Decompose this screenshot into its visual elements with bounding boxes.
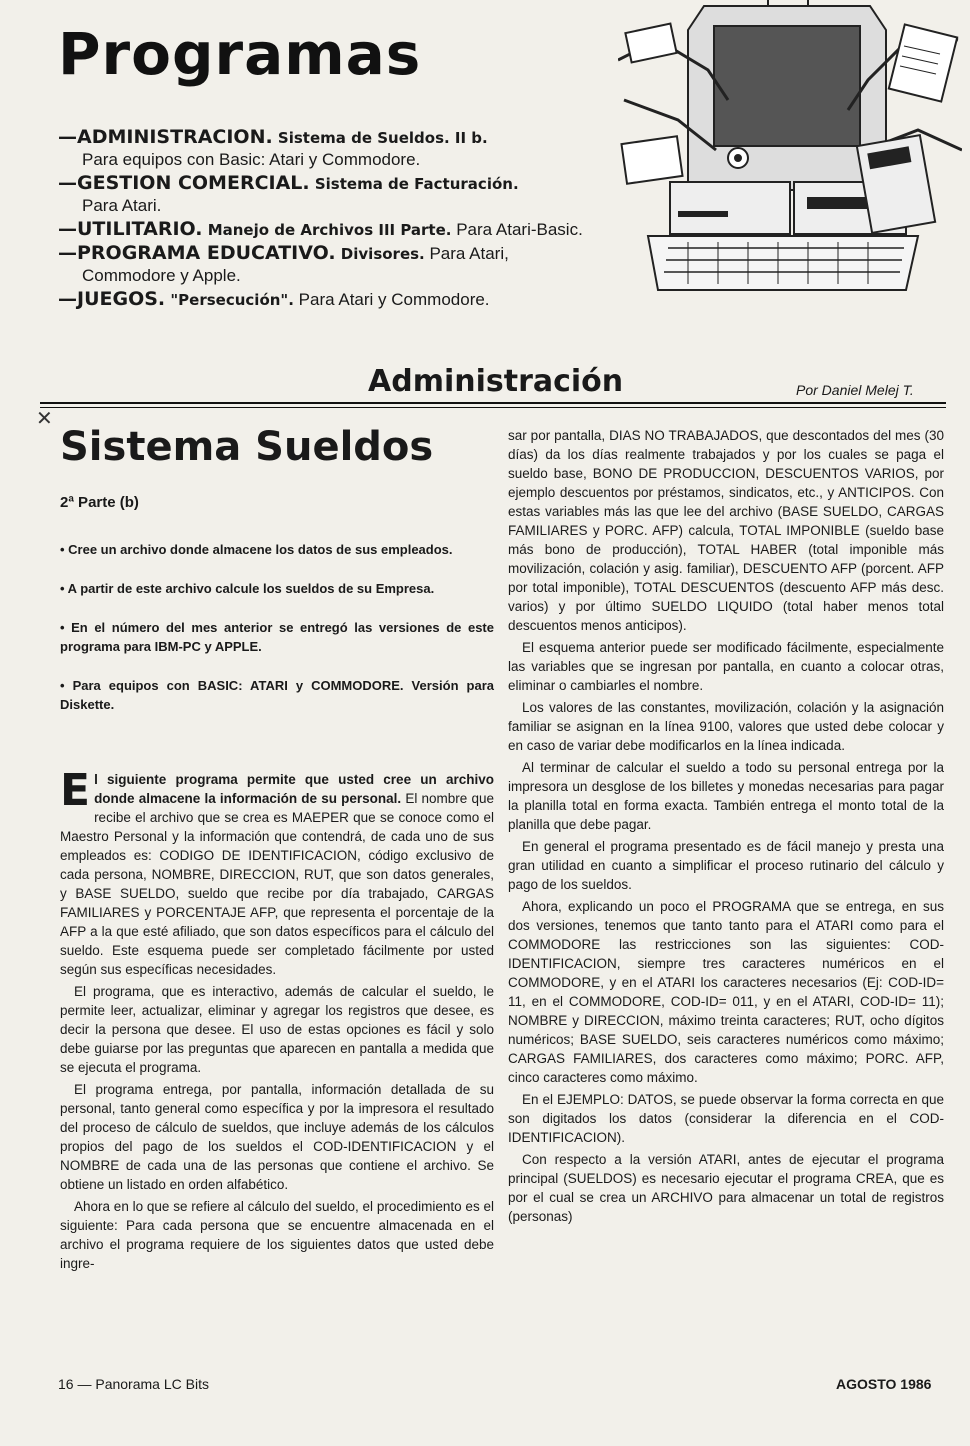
program-platform: Para Atari-Basic. <box>451 220 583 239</box>
list-item <box>58 172 658 217</box>
paragraph: El esquema anterior puede ser modificado fácilmente, especialmente las variables que se ingresan por pantalla, en cuanto a colocar otras, eliminar o cambiarles el nombre. <box>508 640 944 693</box>
page-footer-left: 16 — Panorama LC Bits <box>58 1376 209 1392</box>
program-category: —ADMINISTRACION. <box>58 126 273 148</box>
paragraph: Ahora, explicando un poco el PROGRAMA que se entrega, en sus dos versiones, tenemos que tanto tanto para el ATARI como para el COMMODORE las restricciones son las siguientes: COD-IDENTIFICACION, siempre tres caracteres numéricos en el COMMODORE, y en el ATARI los caracteres necesarios (Ej: COD-ID= 11, en el COMMODORE, COD-ID= 011, y en el ATARI, COD-ID= 11); NOMBRE y DIRECCION, máximo treinta caracteres; RUT, ocho dígitos numéricos; BASE SUELDO, seis caracteres numéricos como máximo; CARGAS FAMILIARES, dos caracteres como máximo; PORC. AFP, cinco caracteres como máximo. <box>508 899 944 1085</box>
article-column-right <box>508 426 944 1229</box>
paragraph: Ahora en lo que se refiere al cálculo del sueldo, el procedimiento es el siguiente: Para cada persona que se encuentre almacenada en el archivo el programa requiere de los siguientes datos que usted debe ingre- <box>60 1199 494 1271</box>
program-name: Sistema de Sueldos. II b. <box>272 129 488 147</box>
section-heading: Administración <box>368 364 624 399</box>
list-item: • En el número del mes anterior se entregó las versiones de este programa para IBM-PC y APPLE. <box>60 620 494 654</box>
paragraph: En el EJEMPLO: DATOS, se puede observar la forma correcta en que son digitados los datos (considerar la diferencia en el COD-IDENTIFICACION). <box>508 1092 944 1145</box>
article-title: Sistema Sueldos <box>60 424 434 470</box>
program-name: Divisores. <box>335 245 425 263</box>
article-part: 2ª Parte (b) <box>60 494 139 511</box>
program-category: —PROGRAMA EDUCATIVO. <box>58 242 336 264</box>
program-platform-cont: Para Atari. <box>82 196 162 215</box>
divider <box>40 407 946 408</box>
lead-paragraph <box>60 765 494 979</box>
list-item <box>58 218 658 241</box>
paragraph: sar por pantalla, DIAS NO TRABAJADOS, que descontados del mes (30 días) da los días realmente trabajados y por los cuales se paga el sueldo base, BONO DE PRODUCCION, DESCUENTOS VARIOS, por ejemplo descuentos por préstamos, sindicatos, etc., y ANTICIPOS. Con estas variables más las que lee del archivo (BASE SUELDO, CARGAS FAMILIARES y PORC. AFP) calcula, TOTAL IMPONIBLE (sueldo base más bono de producción), TOTAL HABER (total imponible más movilización, colación y asig. familiar), DESCUENTO AFP (porcent. AFP por total imponible), TOTAL DESCUENTOS (descuento AFP más desc. varios) y por último SUELDO LIQUIDO (total haber menos total descuentos menos anticipos). <box>508 428 944 633</box>
paragraph: Al terminar de calcular el sueldo a todo su personal entrega por la impresora un desglose de los billetes y monedas necesarias para pagar la planilla total en forma exacta. También entrega el monto total de la planilla que debe pagar. <box>508 760 944 832</box>
program-name: "Persecución". <box>165 291 294 309</box>
list-item <box>58 288 658 311</box>
program-category: —UTILITARIO. <box>58 218 203 240</box>
paragraph: Con respecto a la versión ATARI, antes de ejecutar el programa principal (SUELDOS) es necesario ejecutar el programa CREA, que es por el cual se crea un ARCHIVO para almacenar un total de registros (personas) <box>508 1152 944 1224</box>
program-list <box>58 126 658 312</box>
list-item <box>58 126 658 171</box>
paragraph: El programa entrega, por pantalla, información detallada de su personal, tanto general como específica y por la impresora el resultado del proceso de cálculo de sueldos, que incluye además de los cálculos propios del pago de los sueldos el COD-IDENTIFICACION y el NOMBRE de cada una de las personas que contiene el archivo. Se obtiene un listado en orden alfabético. <box>60 1082 494 1192</box>
paragraph: El programa, que es interactivo, además de calcular el sueldo, le permite leer, actualizar, eliminar y agregar los registros que desee, es decir la persona que desee. El uso de estas opciones es fácil y solo debe guiarse por las preguntas que aparecen en pantalla a medida que se ejecuta el programa. <box>60 984 494 1075</box>
byline: Por Daniel Melej T. <box>796 382 914 398</box>
drop-cap: E <box>60 765 91 816</box>
list-item: • A partir de este archivo calcule los sueldos de su Empresa. <box>60 581 435 596</box>
paragraph: En general el programa presentado es de fácil manejo y presta una gran utilidad en cuanto a simplificar el proceso rutinario del cálculo y pago de los sueldos. <box>508 839 944 892</box>
article-column-left <box>60 765 494 1276</box>
program-name: Sistema de Facturación. <box>309 175 519 193</box>
cross-mark-icon: ✕ <box>36 408 53 430</box>
page-footer-right: AGOSTO 1986 <box>836 1376 932 1392</box>
program-platform-cont: Para equipos con Basic: Atari y Commodore. <box>82 150 421 169</box>
page-title: Programas <box>58 20 422 88</box>
program-category: —GESTION COMERCIAL. <box>58 172 310 194</box>
list-item: • Para equipos con BASIC: ATARI y COMMODORE. Versión para Diskette. <box>60 678 494 712</box>
program-platform: Para Atari, <box>424 244 509 263</box>
computer-illustration <box>618 0 962 300</box>
paragraph: Los valores de las constantes, movilización, colación y la asignación familiar se asignan en la línea 9100, valores que usted debe colocar y en caso de variar debe modificarlos en la línea indicada. <box>508 700 944 753</box>
divider <box>40 402 946 404</box>
program-platform: Para Atari y Commodore. <box>293 290 490 309</box>
lead-text: El nombre que recibe el archivo que se crea es MAEPER que se conoce como el Maestro Personal y la información que contendrá, de cada uno de sus empleados es: CODIGO DE IDENTIFICACION, código exclusivo de cada persona, NOMBRE, DIRECCION, RUT, que son datos generales, y BASE SUELDO, sueldo que recibe por día trabajado, CARGAS FAMILIARES y PORCENTAJE AFP, que representa el porcentaje de la AFP a la que esté afiliado, que son datos específicos para el cálculo del sueldo. Este esquema puede ser completado fácilmente por usted según sus específicas necesidades. <box>60 791 494 977</box>
program-category: —JUEGOS. <box>58 288 166 310</box>
program-name: Manejo de Archivos III Parte. <box>202 221 452 239</box>
list-item <box>58 242 658 287</box>
highlights <box>60 540 494 734</box>
program-platform-cont: Commodore y Apple. <box>82 266 241 285</box>
list-item: • Cree un archivo donde almacene los datos de sus empleados. <box>60 542 453 557</box>
lead-bold: l siguiente programa permite que usted cree un archivo donde almacene la información de su personal. <box>94 772 494 806</box>
